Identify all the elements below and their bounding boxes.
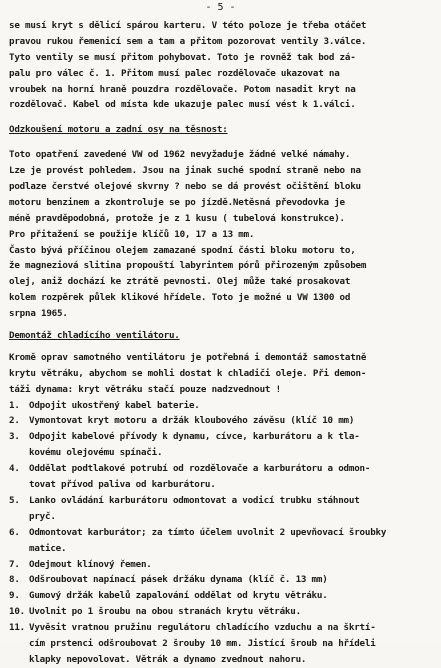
paragraph-line: Lze je provést pohledem. Jsou na jinak suché spodní straně nebo na <box>9 165 361 177</box>
paragraph-line: motoru benzinem a zkontroluje se po jízdě.Netěsná převodovka je <box>9 196 345 208</box>
intro-line: pravou rukou řemenicí sem a tam a přitom pozorovat ventily 3.válce. <box>9 35 367 47</box>
paragraph-line: krytu větráku, abychom se mohli dostat k chladiči oleje. Při demon- <box>9 367 367 379</box>
step-item: 1. Odpojit ukostřený kabel baterie. <box>9 399 200 411</box>
step-list <box>9 398 437 668</box>
paragraph-line: kolem rozpěrek půlek klikové hřídele. Toto je možné u VW 1300 od <box>9 292 351 304</box>
paragraph-line: podlaze čerstvé olejové skvrny ? nebo se dá provést očištění bloku <box>9 181 361 193</box>
paragraph-line: olej, aniž dochází ke ztrátě pevnosti. Olej může také prosakovat <box>9 276 351 288</box>
intro-line: rozdělovač. Kabel od místa kde ukazuje palec musí vést k 1.válci. <box>9 99 356 111</box>
step-item: 11. Vyvěsit vratnou pružinu regulátoru chladícího vzduchu a na škrtí- <box>9 622 376 634</box>
intro-line: se musí kryt s dělicí spárou karteru. V této poloze je třeba otáčet <box>9 20 367 31</box>
paragraph-line: Často bývá příčinou olejem zamazané spodní části bloku motoru to, <box>9 244 356 256</box>
step-item: 9. Gumový držák kabelů zapalování oddělat od krytu větráku. <box>9 590 328 602</box>
step-continuation: cím prstenci odšroubovat 2 šrouby 10 mm. Jistící šroub na hřídeli <box>29 637 376 649</box>
step-continuation: matice. <box>29 542 67 554</box>
step-continuation: klapky nepovolovat. Větrák a dynamo zvednout nahoru. <box>29 653 307 665</box>
step-item: 8. Odšroubovat napínací pásek držáku dynama (klíč č. 13 mm) <box>9 574 328 586</box>
section-heading-leak-test: Odzkoušení motoru a zadní osy na těsnost: <box>9 124 228 136</box>
paragraph-line: srpna 1965. <box>9 308 68 320</box>
step-item: 10. Uvolnit po 1 šroubu na obou stranách krytu větráku. <box>9 606 301 618</box>
page-number: - 5 - <box>205 2 236 13</box>
step-item: 3. Odpojit kabelové přívody k dynamu, cívce, karburátoru a k tla- <box>9 431 360 443</box>
paragraph-line: táži dynama: kryt větráku stačí pouze nadzvednout ! <box>9 383 281 395</box>
paragraph-line: Kromě oprav samotného ventilátoru je potřebná i demontáž samostatně <box>9 351 367 363</box>
step-item: 6. Odmontovat karburátor; za tímto účelem uvolnit 2 upevňovací šroubky <box>9 526 387 538</box>
paragraph-line: Toto opatření zavedené VW od 1962 nevyžaduje žádné velké námahy. <box>9 149 351 161</box>
step-item: 7. Odejmout klínový řemen. <box>9 558 152 570</box>
step-continuation: tovat přívod paliva od karburátoru. <box>29 479 216 491</box>
intro-line: Tyto ventily se musí přitom pohybovat. Toto je rovněž tak bod zá- <box>9 51 356 63</box>
section-heading-fan-removal: Demontáž chladícího ventilátoru. <box>9 330 180 342</box>
step-continuation: pryč. <box>29 510 56 522</box>
paragraph-line: že magneziová slitina propouští labyrintem pórů přirozeným způsobem <box>9 260 367 272</box>
step-item: 4. Oddělat podtlakové potrubí od rozdělovače a karburátoru a odmon- <box>9 463 371 475</box>
intro-line: palu pro válec č. 1. Přitom musí palec rozdělovače ukazovat na <box>9 67 340 79</box>
paragraph-line: Pro přitažení se použije klíčů 10, 17 a 13 mm. <box>9 228 255 240</box>
step-continuation: kovému olejovému spínači. <box>29 447 163 459</box>
step-item: 5. Lanko ovládání karburátoru odmontovat a vodicí trubku stáhnout <box>9 494 360 506</box>
intro-line: vroubek na horní hraně pouzdra rozdělovače. Potom nasadit kryt na <box>9 83 356 95</box>
step-item: 2. Vymontovat kryt motoru a držák kloubového závěsu (klíč 10 mm) <box>9 415 355 427</box>
page-text <box>9 18 437 668</box>
paragraph-line: méně pravděpodobná, protože je z 1 kusu ( tubelová konstrukce). <box>9 212 345 224</box>
